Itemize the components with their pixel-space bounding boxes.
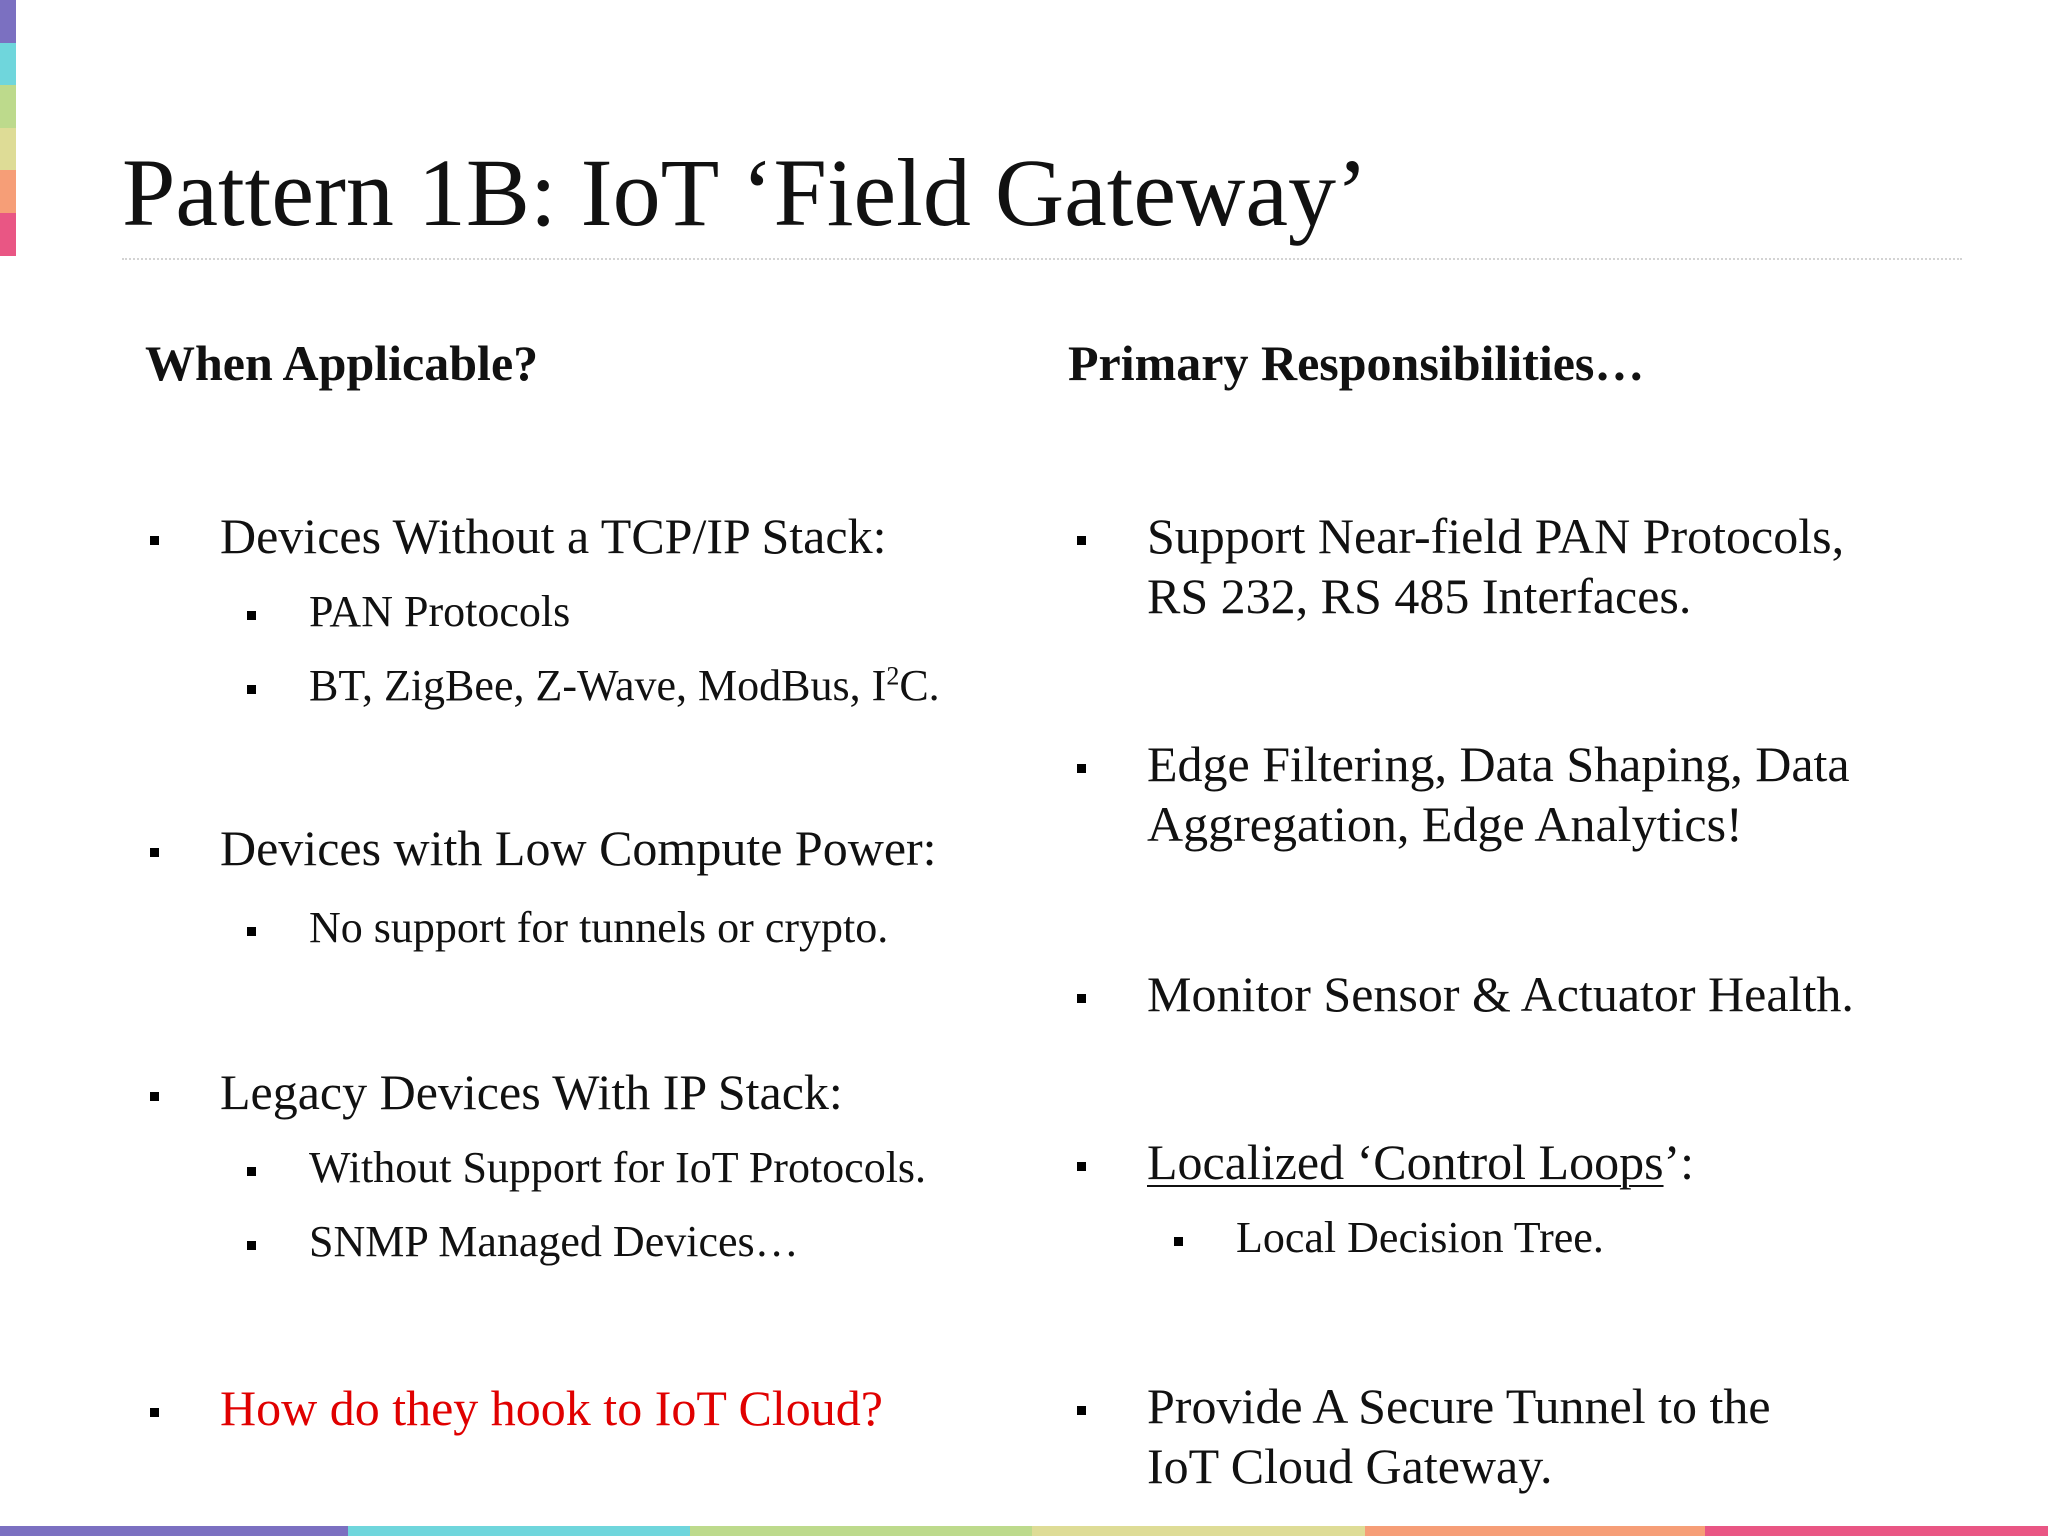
bullet-icon xyxy=(150,848,159,857)
list-item-text: SNMP Managed Devices… xyxy=(309,1217,799,1266)
bottom-accent-stripe xyxy=(0,1526,2048,1536)
sub-list-item xyxy=(309,586,570,638)
bullet-icon xyxy=(1077,764,1086,773)
list-item-text: Devices Without a TCP/IP Stack: xyxy=(220,508,887,564)
slide-title: Pattern 1B: IoT ‘Field Gateway’ xyxy=(122,139,1368,246)
left-column-heading: When Applicable? xyxy=(145,335,539,391)
list-item-text: Localized ‘Control Loops’: xyxy=(1147,1134,1695,1190)
list-item-text: BT, ZigBee, Z-Wave, ModBus, $I^2C$. xyxy=(309,661,940,710)
list-item xyxy=(1147,1132,1694,1192)
sub-list-item xyxy=(309,660,940,712)
bullet-icon xyxy=(1077,1406,1086,1415)
sub-list-item xyxy=(1236,1212,1604,1264)
bullet-icon xyxy=(247,685,256,694)
list-item-text: Monitor Sensor & Actuator Health. xyxy=(1147,966,1854,1022)
bullet-icon xyxy=(150,1092,159,1101)
list-item-text: No support for tunnels or crypto. xyxy=(309,903,889,952)
side-accent-stripe xyxy=(0,0,16,256)
list-item-text-line2: IoT Cloud Gateway. xyxy=(1147,1438,1553,1494)
list-item xyxy=(220,1062,843,1122)
list-item-text: Legacy Devices With IP Stack: xyxy=(220,1064,843,1120)
bullet-icon xyxy=(247,927,256,936)
bullet-icon xyxy=(1174,1237,1183,1246)
list-item-text: Devices with Low Compute Power: xyxy=(220,820,937,876)
list-item-text: PAN Protocols xyxy=(309,587,571,636)
list-item-text: Local Decision Tree. xyxy=(1236,1213,1604,1262)
list-item xyxy=(1147,964,1854,1024)
bullet-icon xyxy=(247,1241,256,1250)
list-item-text: Support Near-field PAN Protocols, xyxy=(1147,508,1845,564)
bullet-icon xyxy=(150,1408,159,1417)
bullet-icon xyxy=(150,536,159,545)
right-column-heading: Primary Responsibilities… xyxy=(1068,335,1645,391)
bullet-icon xyxy=(1077,1162,1086,1171)
list-item xyxy=(220,818,937,878)
list-item-text: Without Support for IoT Protocols. xyxy=(309,1143,927,1192)
bullet-icon xyxy=(1077,994,1086,1003)
sub-list-item xyxy=(309,1216,799,1268)
sub-list-item xyxy=(309,902,888,954)
bullet-icon xyxy=(247,611,256,620)
list-item xyxy=(1147,1376,1771,1496)
bullet-icon xyxy=(1077,536,1086,545)
bullet-icon xyxy=(247,1167,256,1176)
list-item xyxy=(1147,734,1850,854)
sub-list-item xyxy=(309,1142,926,1194)
list-item-text-line2: Aggregation, Edge Analytics! xyxy=(1147,796,1743,852)
list-item-text: Edge Filtering, Data Shaping, Data xyxy=(1147,736,1850,792)
list-item-text: How do they hook to IoT Cloud? xyxy=(220,1380,883,1436)
list-item xyxy=(1147,506,1844,626)
title-divider xyxy=(122,258,1962,260)
list-item-text: Provide A Secure Tunnel to the xyxy=(1147,1378,1771,1434)
list-item-text-line2: RS 232, RS 485 Interfaces. xyxy=(1147,568,1692,624)
question-item xyxy=(220,1378,883,1438)
list-item xyxy=(220,506,886,566)
